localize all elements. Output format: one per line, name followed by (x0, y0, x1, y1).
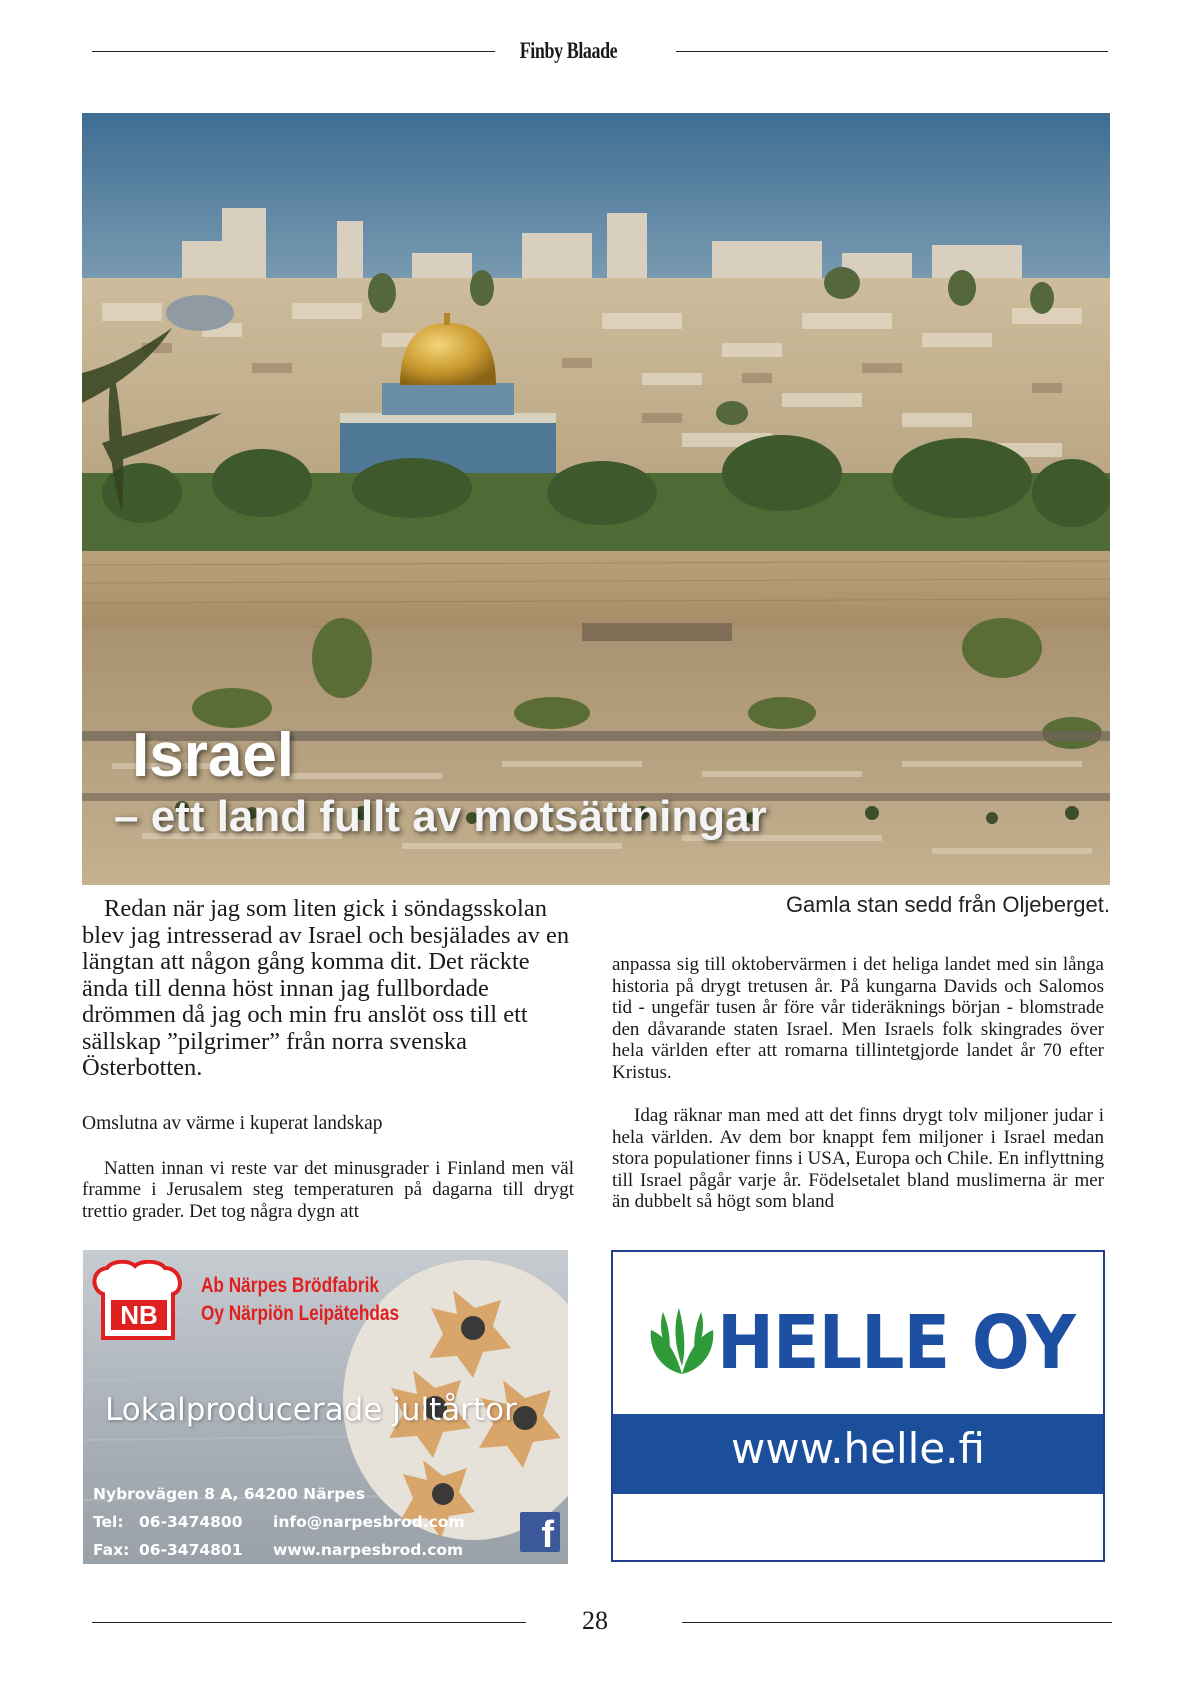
body-paragraph: anpassa sig till oktobervärmen i det heliga landet med sin långa historia på drygt tretusen år. På kungarna Davids och Salomos tid - ungefär tusen år före vår tideräknings början - blomstrade den dåvarande staten Israel. Men Israels folk skingrades över hela världen efter att romarna tillintetgjorde landet år 70 efter Kristus. (612, 954, 1104, 1083)
article-lead (82, 896, 574, 1082)
email-link[interactable]: info@narpesbrod.com (273, 1513, 465, 1531)
hero-photo (82, 113, 1110, 885)
footer-rule-right (682, 1622, 1112, 1623)
company-name-finnish: Oy Närpiön Leipätehdas (201, 1302, 400, 1325)
ad-narpes-brodfabrik[interactable] (83, 1250, 568, 1564)
publication-title: Finby Blaade (519, 38, 618, 63)
website-link[interactable]: www.narpesbrod.com (273, 1541, 464, 1559)
header-rule-left (92, 51, 495, 52)
left-body (82, 1158, 574, 1223)
footer-rule-left (92, 1622, 526, 1623)
facebook-icon[interactable]: f (520, 1512, 560, 1552)
article-right-column (612, 954, 1104, 1213)
contact-block (93, 1480, 465, 1564)
company-name-swedish: Ab Närpes Brödfabrik (201, 1274, 379, 1297)
article-subtitle: – ett land fullt av motsättningar (114, 792, 767, 841)
tel-number[interactable]: 06-3474800 (139, 1513, 243, 1531)
helle-website-link[interactable]: www.helle.fi (731, 1424, 985, 1473)
helle-brand-name: HELLE OY (717, 1300, 1075, 1386)
article-left-column (82, 896, 574, 1222)
nb-logo-text: NB (120, 1300, 158, 1330)
article-title: Israel (132, 721, 295, 790)
header-rule-right (676, 51, 1108, 52)
fax-label: Fax: (93, 1541, 130, 1559)
ad-helle-oy[interactable] (611, 1250, 1105, 1562)
lead-paragraph: Redan när jag som liten gick i söndagsskolan blev jag intresserad av Israel och besjälades av en längtan att någon gång komma dit. Det räckte ända till denna höst innan jag fullbordade drömmen då jag och min fru anslöt oss till ett sällskap ”pilgrimer” från norra svenska Österbotten. (82, 895, 570, 1081)
photo-caption: Gamla stan sedd från Oljeberget. (785, 892, 1110, 917)
fax-row (93, 1536, 465, 1564)
body-paragraph: Idag räknar man med att det finns drygt tolv miljoner judar i hela världen. Av dem bor knappt fem miljoner i Israel medan stora populationer finns i USA, Europa och Chile. En inflyttning till Israel pågår varje år. Födelsetalet bland muslimerna är mer än dubbelt så högt som bland (612, 1105, 1104, 1212)
helle-leaf-icon (649, 1306, 715, 1376)
ad-slogan: Lokalproducerade jultårtor (105, 1392, 517, 1428)
address-line: Nybrovägen 8 A, 64200 Närpes (93, 1485, 366, 1503)
body-paragraph: Natten innan vi reste var det minusgrader i Finland men väl framme i Jerusalem steg temperaturen på dagarna till drygt trettio grader. Det tog några dygn att (82, 1157, 574, 1222)
nb-company-names (201, 1272, 399, 1328)
fax-number: 06-3474801 (139, 1541, 243, 1559)
section-subheading: Omslutna av värme i kuperat landskap (82, 1112, 383, 1134)
tel-label: Tel: (93, 1513, 124, 1531)
page-number: 28 (582, 1606, 608, 1635)
phone-row (93, 1508, 465, 1536)
